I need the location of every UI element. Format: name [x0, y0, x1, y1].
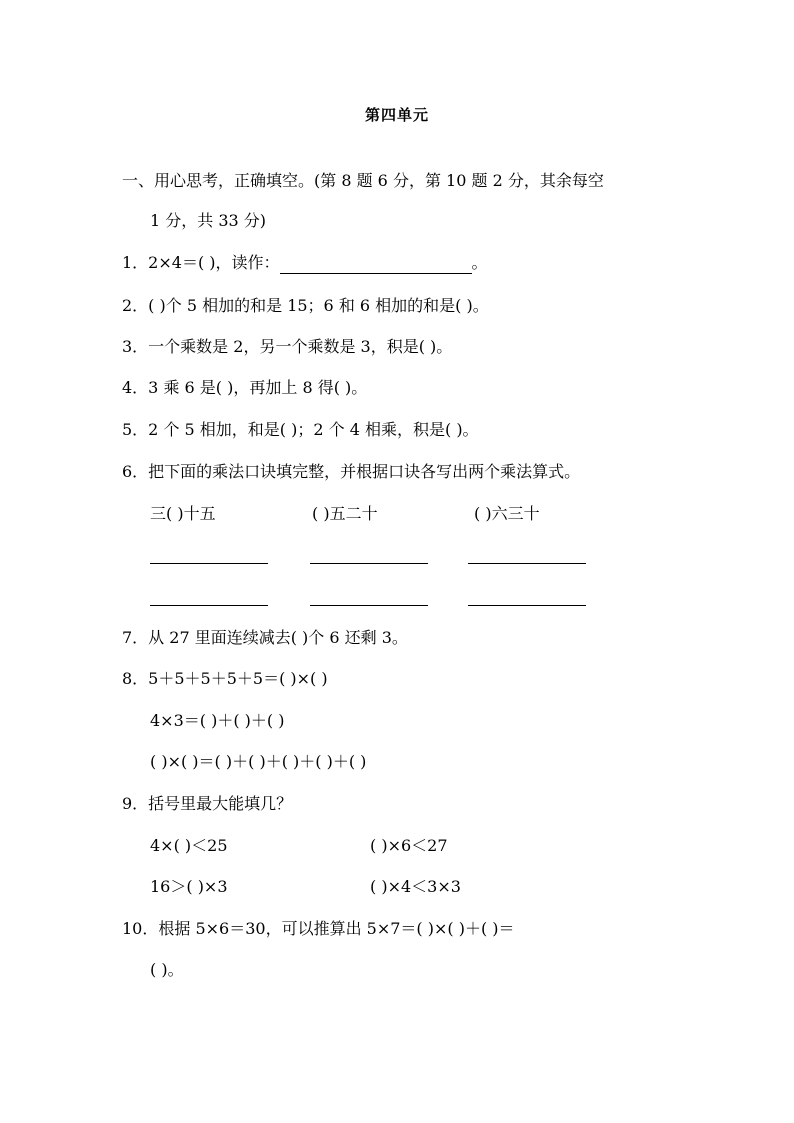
section-heading-line2: 1 分，共 33 分) [150, 211, 267, 230]
question-6-answer-line[interactable] [310, 605, 428, 606]
question-6-answer-line[interactable] [468, 563, 586, 564]
question-8-line-2: 4×3＝( )＋( )＋( ) [150, 711, 285, 730]
question-1 [122, 252, 488, 274]
section-heading-line1: 一、用心思考，正确填空。(第 8 题 6 分，第 10 题 2 分，其余每空 [122, 171, 604, 190]
question-3: 3．一个乘数是 2，另一个乘数是 3，积是( )。 [122, 337, 453, 356]
question-8-line-1: 8．5＋5＋5＋5＋5＝( )×( ) [122, 669, 328, 688]
question-6-item-2: ( )五二十 [312, 504, 378, 523]
page-title: 第四单元 [364, 106, 429, 124]
question-6-prompt: 6．把下面的乘法口诀填完整，并根据口诀各写出两个乘法算式。 [122, 462, 581, 481]
question-2: 2．( )个 5 相加的和是 15；6 和 6 相加的和是( )。 [122, 296, 489, 315]
question-6-answer-line[interactable] [468, 605, 586, 606]
question-5: 5．2 个 5 相加，和是( )；2 个 4 相乘，积是( )。 [122, 420, 479, 439]
question-6-answer-line[interactable] [310, 563, 428, 564]
question-8-line-3: ( )×( )＝( )＋( )＋( )＋( )＋( ) [150, 752, 367, 771]
question-9-item-c: 16＞( )×3 [150, 877, 228, 896]
question-9-item-b: ( )×6＜27 [370, 836, 448, 855]
question-6-item-3: ( )六三十 [474, 504, 540, 523]
question-4: 4．3 乘 6 是( )，再加上 8 得( )。 [122, 378, 368, 397]
question-10-line-2: ( )。 [150, 960, 184, 979]
question-7: 7．从 27 里面连续减去( )个 6 还剩 3。 [122, 628, 408, 647]
question-9-item-d: ( )×4＜3×3 [370, 877, 461, 896]
question-10-line-1: 10．根据 5×6＝30，可以推算出 5×7＝( )×( )＋( )＝ [122, 919, 515, 938]
question-9-item-a: 4×( )＜25 [150, 836, 228, 855]
question-1-end: 。 [471, 253, 488, 272]
question-1-answer-line[interactable] [280, 257, 472, 274]
question-9-prompt: 9．括号里最大能填几？ [122, 794, 293, 813]
question-6-item-1: 三( )十五 [150, 504, 216, 523]
question-6-answer-line[interactable] [150, 605, 268, 606]
question-1-text: 1．2×4＝( )，读作： [122, 253, 280, 272]
question-6-answer-line[interactable] [150, 563, 268, 564]
